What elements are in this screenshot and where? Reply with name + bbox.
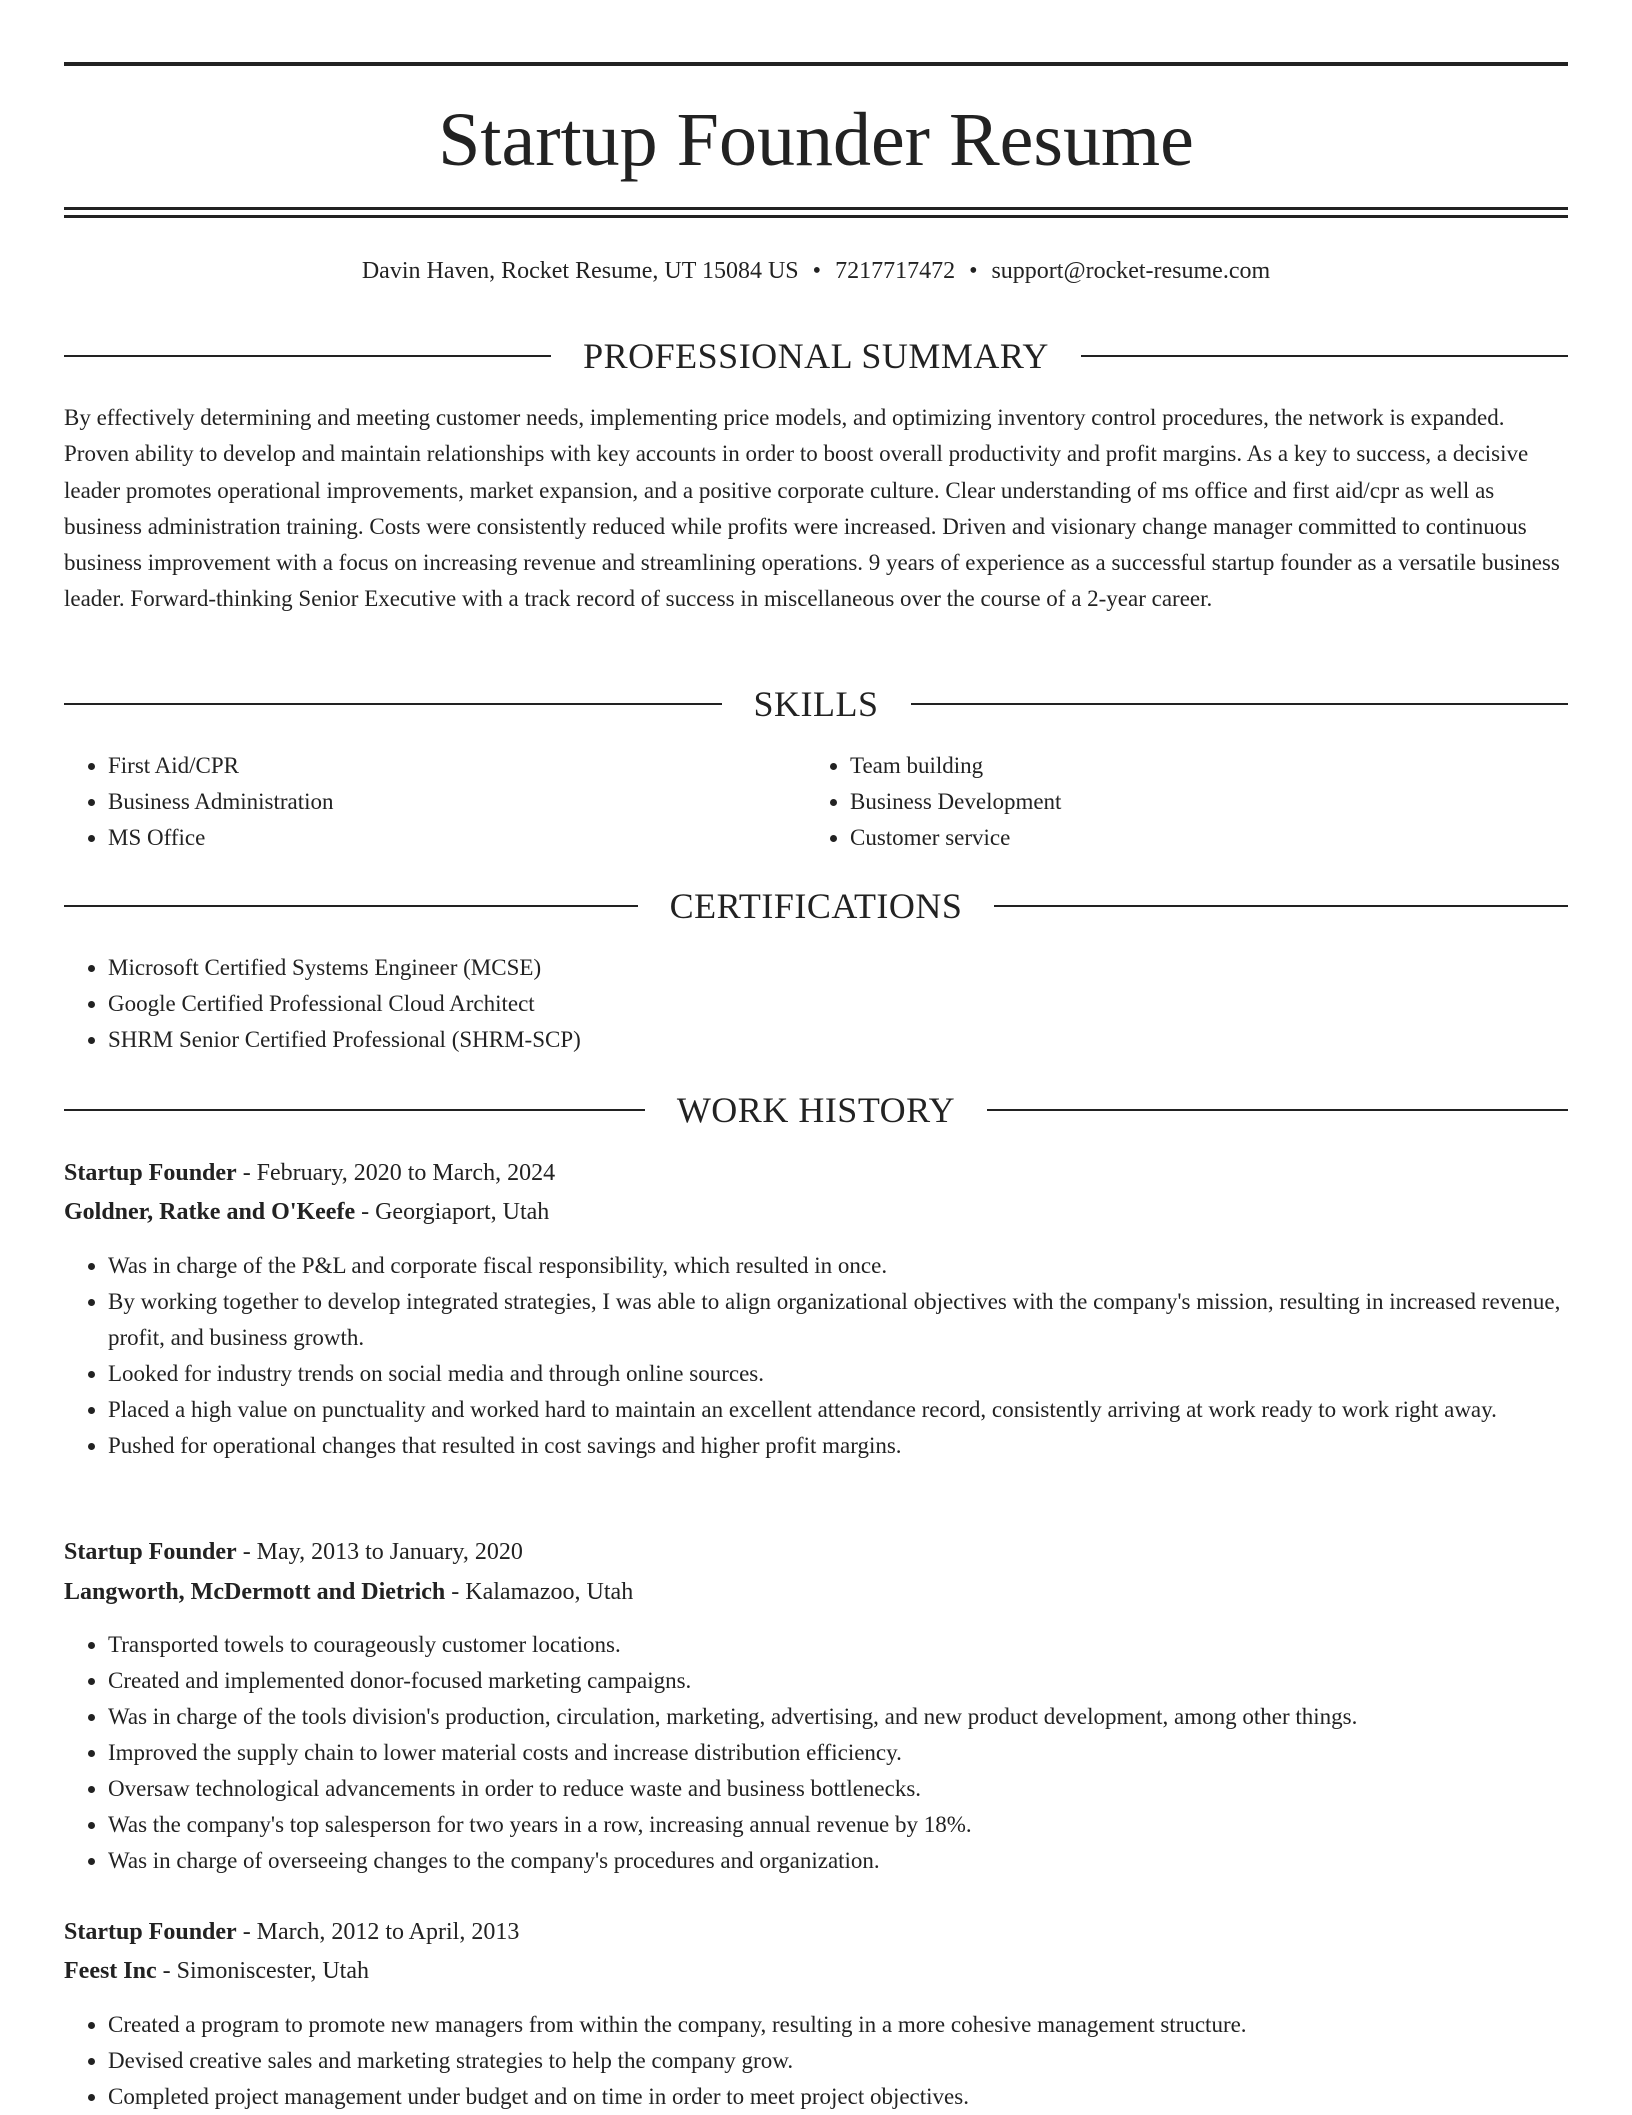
professional-summary-text: By effectively determining and meeting customer needs, implementing price models, and optimizing inventory control procedures, the network is expanded. Proven ability to develop and maintain relationships with key accounts in order to boost overall productivity and profit margins. As a key to success, a decisive leader promotes operational improvements, market expansion, and a positive corporate culture. Clear understanding of ms office and first aid/cpr as well as business administration training. Costs were consistently reduced while profits were increased. Driven and visionary change manager committed to continuous business improvement with a focus on increasing revenue and streamlining operations. 9 years of experience as a successful startup founder as a versatile business leader. Forward-thinking Senior Executive with a track record of success in miscellaneous over the course of a 2-year career. (64, 405, 1560, 612)
job-company-line (64, 1952, 1568, 1990)
heading-rule-left (64, 1109, 645, 1111)
job-dates: - February, 2020 to March, 2024 (236, 1160, 556, 1186)
certifications-block (64, 950, 1568, 1058)
contact-phone: 7217717472 (835, 258, 956, 284)
job-bullet: • Created a program to promote new managers from within the company, resulting in a more cohesive management structure. (108, 2007, 1568, 2043)
job-bullet: • Improved the supply chain to lower material costs and increase distribution efficiency. (108, 1735, 1568, 1771)
job-bullet: • Was in charge of overseeing changes to the company's procedures and organization. (108, 1843, 1568, 1879)
skills-list-left (64, 748, 764, 856)
job-bullet-list (64, 1248, 1568, 1464)
section-heading-skills (64, 682, 1568, 726)
skill-item: • First Aid/CPR (108, 748, 764, 784)
heading-rule-right (994, 905, 1568, 907)
heading-rule-right (1081, 355, 1568, 357)
job-bullet: • Completed project management under budget and on time in order to meet project objectives. (108, 2079, 1568, 2115)
heading-rule-left (64, 703, 722, 705)
heading-rule-left (64, 355, 551, 357)
job-bullet: • Placed a high value on punctuality and worked hard to maintain an excellent attendance record, consistently arriving at work ready to work right away. (108, 1392, 1568, 1428)
skill-item: • Business Administration (108, 784, 764, 820)
job-location: - Simoniscester, Utah (156, 1958, 369, 1984)
job-bullet: • Looked for industry trends on social media and through online sources. (108, 1356, 1568, 1392)
job-bullet: • Oversaw technological advancements in order to reduce waste and business bottlenecks. (108, 1771, 1568, 1807)
section-heading-label: SKILLS (753, 684, 879, 724)
job-bullet: • Was the company's top salesperson for two years in a row, increasing annual revenue by 18%. (108, 1807, 1568, 1843)
page-title: Startup Founder Resume (438, 98, 1194, 182)
title-rule-upper (64, 207, 1568, 210)
section-heading-work-history (64, 1088, 1568, 1132)
job-title-line (64, 1913, 1568, 1951)
job-bullets (64, 1248, 1568, 1464)
job-bullet: • By working together to develop integrated strategies, I was able to align organizational objectives with the company's mission, resulting in increased revenue, profit, and business growth. (108, 1284, 1568, 1356)
job-location: - Georgiaport, Utah (355, 1199, 550, 1225)
skills-list-right (806, 748, 1506, 856)
contact-separator: • (812, 258, 822, 284)
job-bullet: • Created and implemented donor-focused marketing campaigns. (108, 1663, 1568, 1699)
job-company: Feest Inc (64, 1958, 157, 1984)
skill-item: • Customer service (850, 820, 1506, 856)
job-bullets (64, 2007, 1568, 2115)
title-rule-lower (64, 215, 1568, 218)
job-company-line (64, 1573, 1568, 1611)
job-bullet: • Was in charge of the P&L and corporate fiscal responsibility, which resulted in once. (108, 1248, 1568, 1284)
certification-item: • Google Certified Professional Cloud Architect (108, 986, 1568, 1022)
job-bullet: • Transported towels to courageously customer locations. (108, 1627, 1568, 1663)
contact-address: Davin Haven, Rocket Resume, UT 15084 US (361, 258, 799, 284)
job-bullet: • Was in charge of the tools division's production, circulation, marketing, advertising, and new product development, among other things. (108, 1699, 1568, 1735)
job-company-line (64, 1193, 1568, 1231)
top-rule (64, 62, 1568, 66)
heading-rule-right (911, 703, 1569, 705)
skill-item: • Team building (850, 748, 1506, 784)
job-dates: - May, 2013 to January, 2020 (236, 1539, 523, 1565)
job-title: Startup Founder (64, 1160, 237, 1186)
skill-item: • MS Office (108, 820, 764, 856)
job-title: Startup Founder (64, 1539, 237, 1565)
job-title: Startup Founder (64, 1919, 237, 1945)
job-bullets (64, 1627, 1568, 1879)
heading-rule-right (987, 1109, 1568, 1111)
section-heading-label: PROFESSIONAL SUMMARY (583, 336, 1049, 376)
job-bullet-list (64, 1627, 1568, 1879)
contact-email[interactable]: support@rocket-resume.com (991, 258, 1271, 284)
job-company: Goldner, Ratke and O'Keefe (64, 1199, 356, 1225)
contact-line (64, 255, 1568, 287)
certification-item: • Microsoft Certified Systems Engineer (MCSE) (108, 950, 1568, 986)
heading-rule-left (64, 905, 638, 907)
skill-item: • Business Development (850, 784, 1506, 820)
job-bullet: • Devised creative sales and marketing strategies to help the company grow. (108, 2043, 1568, 2079)
job-bullet: • Pushed for operational changes that resulted in cost savings and higher profit margins. (108, 1428, 1568, 1464)
section-heading-label: CERTIFICATIONS (669, 886, 963, 926)
job-dates: - March, 2012 to April, 2013 (236, 1919, 520, 1945)
section-heading-certifications (64, 884, 1568, 928)
certifications-list (64, 950, 1568, 1058)
skills-column-left (64, 748, 764, 856)
section-heading-summary (64, 334, 1568, 378)
section-heading-label: WORK HISTORY (676, 1090, 956, 1130)
certification-item: • SHRM Senior Certified Professional (SHRM-SCP) (108, 1022, 1568, 1058)
job-location: - Kalamazoo, Utah (445, 1579, 634, 1605)
contact-separator: • (969, 258, 978, 284)
job-title-line (64, 1154, 1568, 1192)
skills-column-right (806, 748, 1506, 856)
job-bullet-list (64, 2007, 1568, 2115)
job-company: Langworth, McDermott and Dietrich (64, 1579, 446, 1605)
job-title-line (64, 1533, 1568, 1571)
